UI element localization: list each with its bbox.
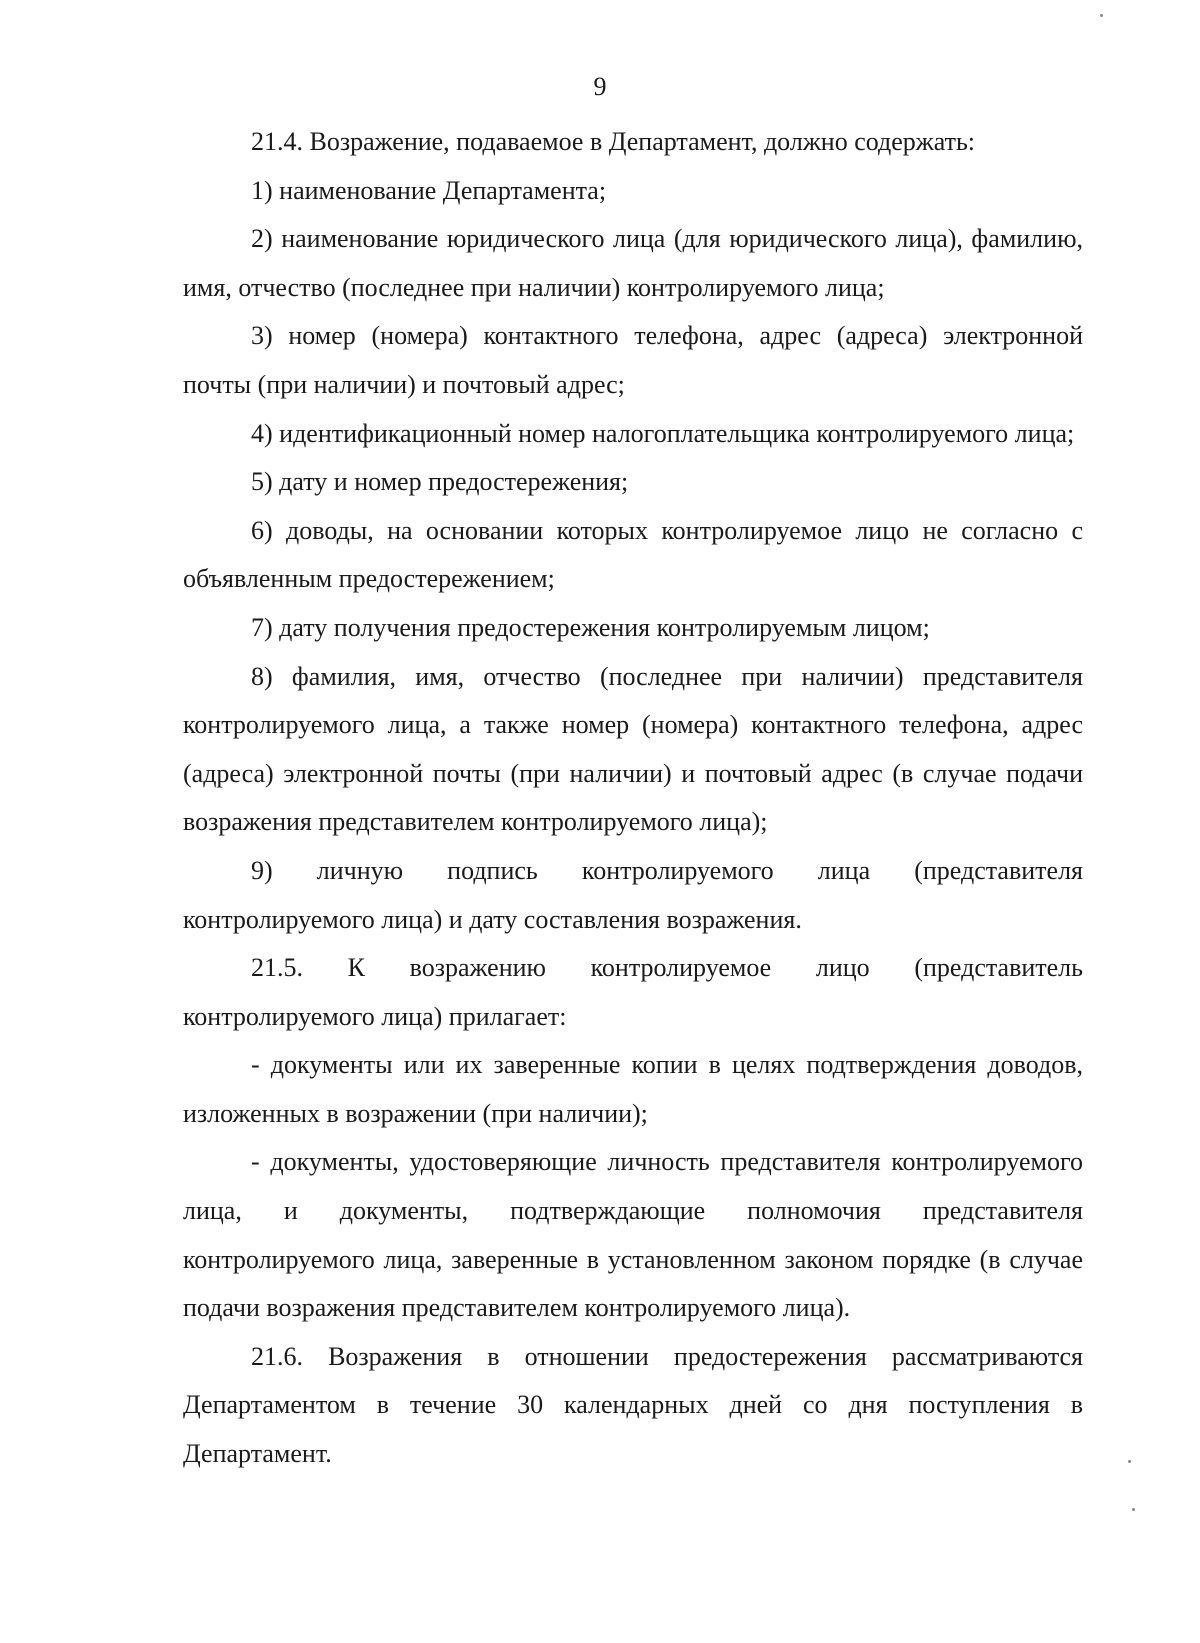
list-item-7: 7) дату получения предостережения контролируемым лицом; <box>251 612 930 642</box>
list-item-1: 1) наименование Департамента; <box>251 175 607 205</box>
attachment-item-2: - документы, удостоверяющие личность представителя контролируемого лица, и документы, подтверждающие полномочия представителя контролируемого лица, заверенные в установленном законом порядке (в случае подачи возражения представителем контролируемого лица). <box>183 1147 1083 1323</box>
paragraph-21-4: 21.4. Возражение, подаваемое в Департамент, должно содержать: <box>251 127 976 156</box>
paragraph-21-6: 21.6. Возражения в отношении предостережения рассматриваются Департаментом в течение 30 календарных дней со дня поступления в Департамент. <box>183 1341 1083 1469</box>
list-item-9: 9) личную подпись контролируемого лица (представителя контролируемого лица) и дату составления возражения. <box>183 855 1083 934</box>
list-item-4: 4) идентификационный номер налогоплательщика контролируемого лица; <box>251 418 1075 448</box>
document-body <box>183 118 1083 1479</box>
scan-speck <box>1128 1460 1131 1463</box>
attachment-item-1: - документы или их заверенные копии в целях подтверждения доводов, изложенных в возражении (при наличии); <box>183 1050 1083 1128</box>
list-item-5: 5) дату и номер предостережения; <box>251 467 629 497</box>
list-item-6: 6) доводы, на основании которых контролируемое лицо не согласно с объявленным предостережением; <box>183 515 1083 594</box>
list-item-2: 2) наименование юридического лица (для юридического лица), фамилию, имя, отчество (последнее при наличии) контролируемого лица; <box>183 224 1083 302</box>
list-item-3: 3) номер (номера) контактного телефона, адрес (адреса) электронной почты (при наличии) и почтовый адрес; <box>183 321 1083 399</box>
scan-speck <box>1132 1508 1135 1511</box>
list-item-8: 8) фамилия, имя, отчество (последнее при наличии) представителя контролируемого лица, а также номер (номера) контактного телефона, адрес (адреса) электронной почты (при наличии) и почтовый адрес (в случае подачи возражения представителем контролируемого лица); <box>183 661 1083 837</box>
page-number: 9 <box>593 72 607 101</box>
scan-speck <box>1100 14 1103 17</box>
paragraph-21-5: 21.5. К возражению контролируемое лицо (представитель контролируемого лица) прилагает: <box>183 953 1083 1031</box>
